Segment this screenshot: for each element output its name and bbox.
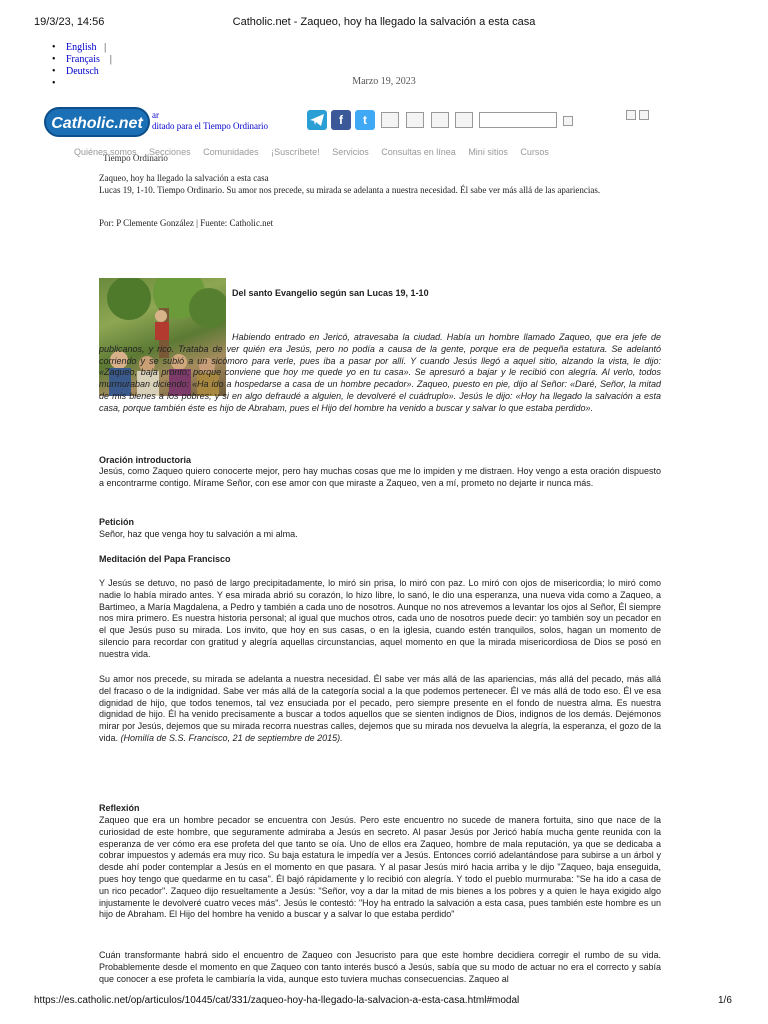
papa-paragraph-2	[99, 674, 661, 745]
papa-title: Meditación del Papa Francisco	[99, 554, 231, 564]
language-item[interactable]: • English |	[52, 42, 112, 54]
article-headline: Zaqueo, hoy ha llegado la salvación a esta casa	[99, 173, 269, 183]
print-page-number: 1/6	[718, 995, 732, 1006]
peticion-text: Señor, haz que venga hoy tu salvación a mi alma.	[99, 529, 298, 539]
gospel-text: Habiendo entrado en Jericó, atravesaba la ciudad. Había un hombre llamado Zaqueo, que era jefe de publicanos, y rico. Trataba de ver quién era Jesús, pero no podía a causa de la gente, porque era de pequeña estatura. Se adelantó corriendo y se subió a un sicómoro para verle, pues iba a pasar por allí. Y cuando Jesús llegó a aquel sitio, alzando la vista, le dijo: «Zaqueo, baja pronto; porque conviene que hoy me quede yo en tu casa». Se apresuró a bajar y le recibió con alegría. Al verlo, todos murmuraban diciendo: «Ha ido a hospedarse a casa de un hombre pecador». Zaqueo, puesto en pie, dijo al Señor: «Daré, Señor, la mitad de mis bienes a los pobres; y si en algo defraudé a alguien, le devolveré el cuádruplo». Jesús le dijo: «Hoy ha llegado la salvación a esta casa, porque también éste es hijo de Abraham, pues el Hijo del hombre ha venido a buscar y salvar lo que estaba perdido».	[99, 332, 661, 413]
broken-image-icon[interactable]	[626, 110, 636, 120]
broken-image-icon[interactable]	[406, 112, 424, 128]
peticion-title: Petición	[99, 517, 135, 527]
gospel-title: Del santo Evangelio según san Lucas 19, 1-10	[232, 288, 429, 298]
page-date: Marzo 19, 2023	[352, 76, 416, 87]
papa-paragraph-2-text: Su amor nos precede, su mirada se adelanta a nuestra necesidad. Él sabe ver más allá de las apariencias, más allá del pecado, más allá del fracaso o de la indignidad. Sabe ver más allá de la categoría social a la que podemos pertenecer. Él ve más allá de todo eso. Él ve esa dignidad de hijo, que todos tenemos, tal vez ensuciada por el pecado, pero siempre presente en el fondo de nuestra alma. Es nuestra dignidad de hijo. Él ha venido precisamente a buscar a todos aquellos que se sienten indignos de Dios, indignos de los demás. Dejémonos mirar por Jesús, dejemos que su mirada recorra nuestras calles, dejemos que su mirada nos devuelva la alegría, la esperanza, el gozo de la vida.	[99, 674, 661, 743]
nav-item[interactable]: Servicios	[332, 147, 369, 157]
broken-image-icon[interactable]	[431, 112, 449, 128]
oracion-text: Jesús, como Zaqueo quiero conocerte mejor, pero hay muchas cosas que me lo impiden y me distraen. Hoy vengo a esta oración dispuesto a encontrarme contigo. Mírame Señor, con ese amor con que miraste a Zaqueo, ven a mí, prometo no dejarte ir nunca más.	[99, 466, 661, 488]
header-link-partial[interactable]: ar	[152, 110, 159, 120]
meditation-link[interactable]: ditado para el Tiempo Ordinario	[152, 121, 268, 131]
twitter-icon[interactable]: t	[355, 110, 375, 130]
reflexion-title: Reflexión	[99, 803, 140, 813]
nav-item[interactable]: Comunidades	[203, 147, 259, 157]
section-heading: Tiempo Ordinario	[103, 153, 168, 163]
telegram-icon[interactable]	[307, 110, 327, 130]
nav-item[interactable]: Quiénes somos	[74, 147, 137, 157]
search-button-icon[interactable]	[563, 116, 573, 126]
final-paragraph: Cuán transformante habrá sido el encuentro de Zaqueo con Jesucristo para que este hombre decidiera corregir el rumbo de su vida. Probablemente desde el momento en que Zaqueo con tanto interés buscó a Jesús, sabía que su modo de actuar no era el correcto y sabía que conocer a ese profeta le cambiaría la vida, aunque esto tuviera muchas consecuencias. Zaqueo al	[99, 950, 661, 984]
language-link-french[interactable]: Français	[66, 54, 100, 65]
facebook-icon[interactable]: f	[331, 110, 351, 130]
print-url: https://es.catholic.net/op/articulos/10445/cat/331/zaqueo-hoy-ha-llegado-la-salvacion-a-esta-casa.html#modal	[34, 995, 520, 1006]
nav-item[interactable]: Consultas en línea	[381, 147, 456, 157]
print-datetime: 19/3/23, 14:56	[34, 16, 105, 28]
nav-item[interactable]: ¡Suscríbete!	[271, 147, 320, 157]
papa-citation: (Homilía de S.S. Francisco, 21 de septiembre de 2015).	[120, 732, 343, 743]
print-title: Catholic.net - Zaqueo, hoy ha llegado la salvación a esta casa	[232, 16, 536, 28]
catholic-net-logo[interactable]	[44, 107, 150, 137]
nav-item[interactable]: Secciones	[149, 147, 191, 157]
language-item[interactable]: • Français |	[52, 54, 112, 66]
language-link-english[interactable]: English	[66, 42, 97, 53]
broken-image-icon[interactable]	[381, 112, 399, 128]
logo-text: Catholic.net	[51, 115, 143, 132]
main-nav	[74, 147, 559, 157]
broken-image-icon[interactable]	[455, 112, 473, 128]
nav-item[interactable]: Mini sitios	[468, 147, 508, 157]
article-byline: Por: P Clemente González | Fuente: Catholic.net	[99, 218, 274, 228]
broken-image-icon[interactable]	[639, 110, 649, 120]
nav-item[interactable]: Cursos	[520, 147, 549, 157]
search-input[interactable]	[479, 112, 557, 128]
papa-paragraph-1: Y Jesús se detuvo, no pasó de largo precipitadamente, lo miró sin prisa, lo miró con paz. Lo miró con ojos de misericordia; lo miró como nadie lo había mirado antes. Y esa mirada abrió su corazón, lo hizo libre, lo sanó, le dio una esperanza, una nueva vida como a Zaqueo, a Bartimeo, a María Magdalena, a Pedro y también a cada uno de nosotros. Aunque no nos atrevemos a levantar los ojos al Señor, Él siempre nos mira primero. Es nuestra historia personal; al igual que muchos otros, cada uno de nosotros puede decir: yo también soy un pecador en el que Jesús puso su mirada. Los invito, que hoy en sus casas, o en la iglesia, cuando estén tranquilos, solos, hagan un momento de silencio para recordar con gratitud y alegría aquellas circunstancias, aquel momento en que la mirada misericordiosa de Dios se posó en nuestra vida.	[99, 578, 661, 659]
oracion-title: Oración introductoria	[99, 455, 192, 465]
reflexion-text: Zaqueo que era un hombre pecador se encuentra con Jesús. Pero este encuentro no sucede de manera fortuita, sino que nace de la curiosidad de este hombre, que seguramente admiraba a Jesús en secreto. Al pasar Jesús por Jericó había mucha gente reunida con la esperanza de ver cómo era ese profeta del que tanto se oía. Uno de ellos era Zaqueo, hombre de mala reputación, ya que se dedicaba a cobrar impuestos y además era muy rico. Su baja estatura le impedía ver a Jesús. Entonces corrió adelantándose para subirse a un árbol y desde ahí poder contemplar a Jesús en el momento en que pasara. Y al pasar Jesús miró hacia arriba y le dijo "Zaqueo, baja enseguida, pues hoy tengo que quedarme en tu casa". Él bajó rápidamente y lo recibió con alegría. Y todo el pueblo murmuraba: "Se ha ido a casa de un rico pecador". Zaqueo dijo resueltamente a Jesús: "Señor, voy a dar la mitad de mis bienes a los pobres y a quien le haya exigido algo injustamente le devolveré cuatro veces más". Jesús le contestó: "Hoy ha entrado la salvación a esta casa, pues también este hombre es un hijo de Abraham. El Hijo del hombre ha venido a buscar y a salvar lo que estaba perdido"	[99, 815, 661, 920]
language-link-german[interactable]: Deutsch	[66, 66, 99, 77]
article-summary: Lucas 19, 1-10. Tiempo Ordinario. Su amor nos precede, su mirada se adelanta a nuestra necesidad. Él sabe ver más allá de las apariencias.	[99, 185, 601, 195]
